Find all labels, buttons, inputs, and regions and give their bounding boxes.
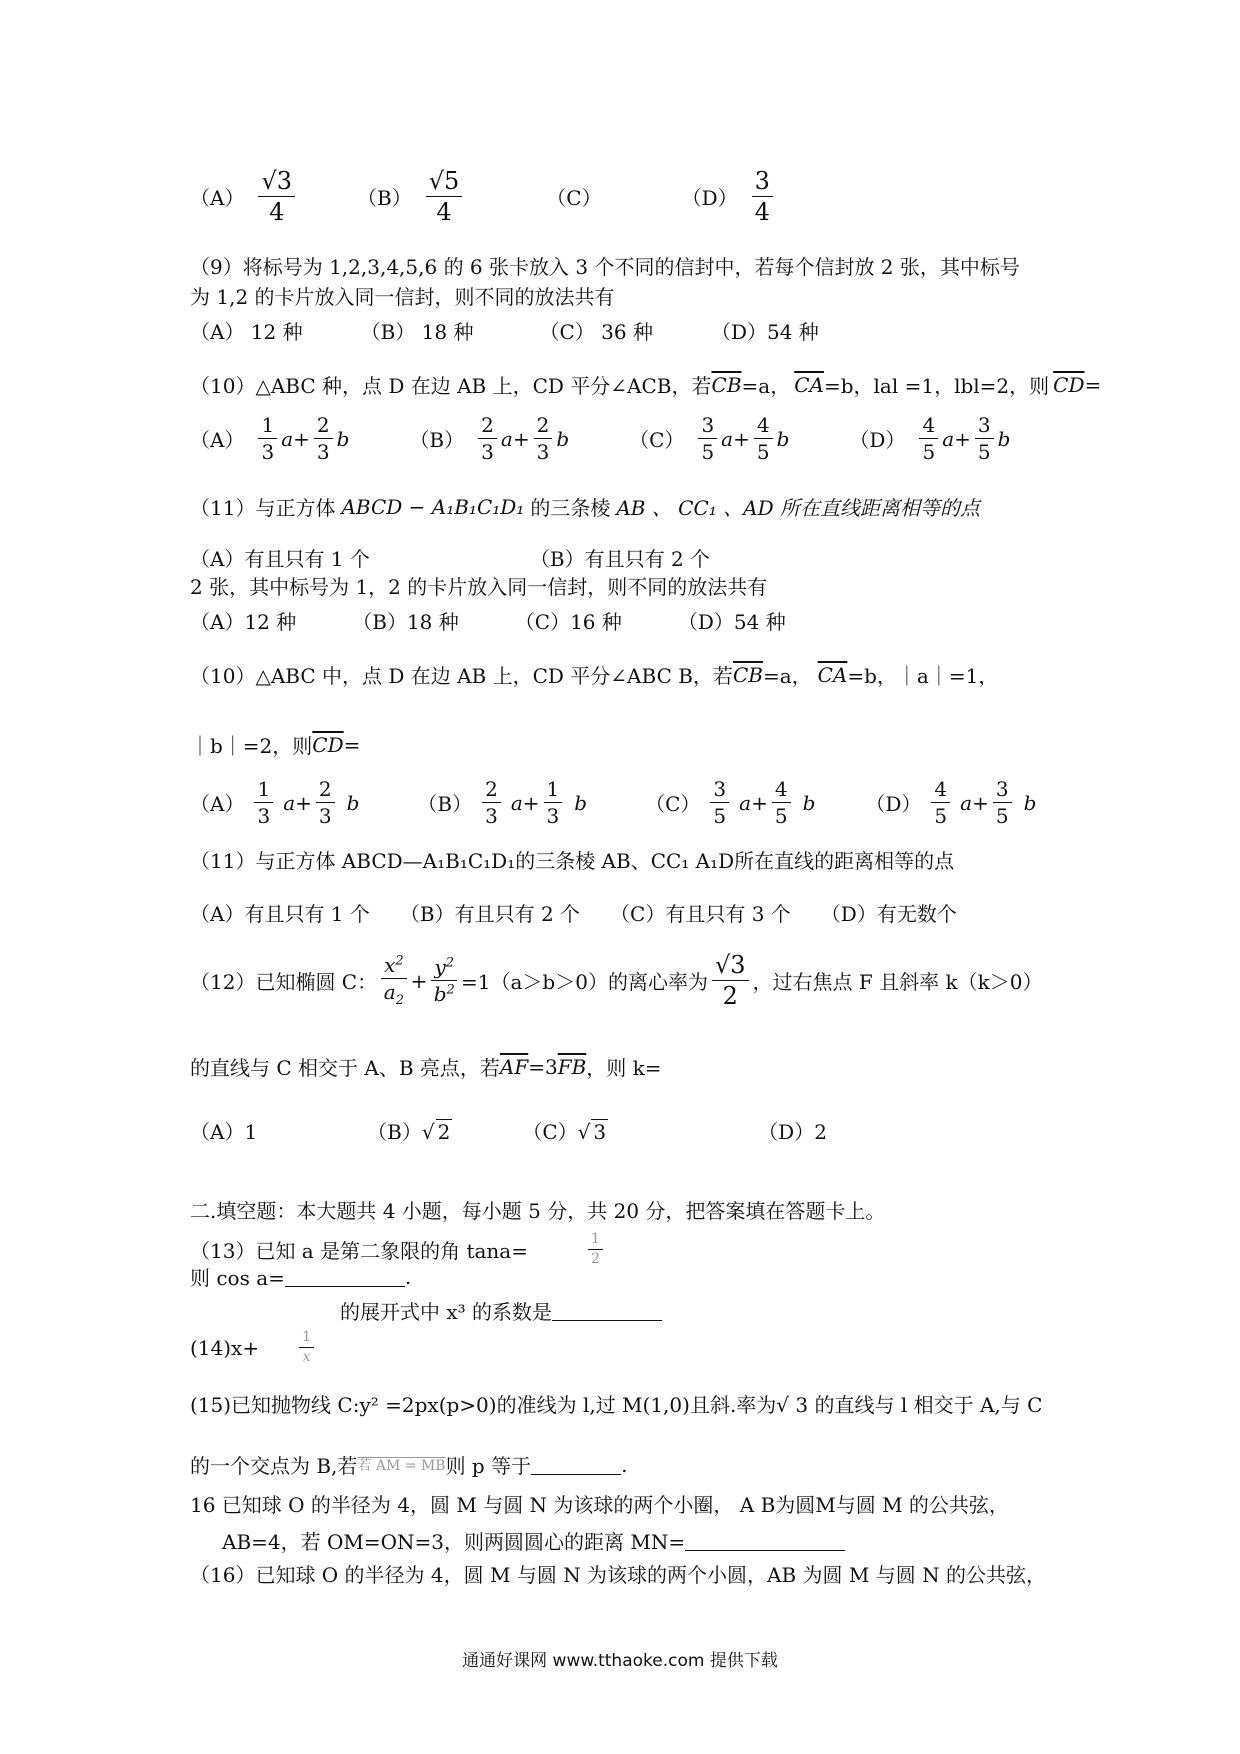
fraction-denominator: 5 (713, 804, 727, 828)
q9-option-a: （A） 12 种 (190, 320, 303, 344)
sqrt-value: 3 (593, 1120, 607, 1144)
var-a: a+ (960, 790, 989, 815)
fraction (431, 956, 457, 1005)
exponent: 2 (446, 982, 455, 998)
option-label: （C） (522, 1120, 578, 1144)
option-label: （B） (417, 792, 473, 816)
fraction-denominator: 4 (754, 198, 770, 227)
fraction-denominator: 3 (536, 440, 550, 464)
section2-heading: 二.填空题：本大题共 4 小题，每小题 5 分，共 20 分，把答案填在答题卡上。 (190, 1199, 886, 1223)
plus-sign: + (954, 426, 971, 451)
fraction-denominator (434, 981, 455, 1005)
vector-cd: $\overline{CD}$ (1053, 372, 1085, 397)
fraction-numerator: 2 (316, 778, 335, 803)
q16a-line1: 16 已知球 O 的半径为 4，圆 M 与圆 N 为该球的两个小圈， A B为圆M与圆 M 的公共弦， (190, 1493, 1009, 1517)
q15-text: 的一个交点为 B,若 (190, 1454, 358, 1478)
q10a-stem (190, 370, 1101, 399)
fraction-numerator: 3 (993, 778, 1012, 803)
fraction-denominator: 4 (436, 198, 452, 227)
prev-question-options (190, 168, 777, 226)
sqrt-value: 2 (437, 1120, 451, 1144)
q9-line1: （9）将标号为 1,2,3,4,5,6 的 6 张卡放入 3 个不同的信封中，若每个信封放 2 张，其中标号 (190, 255, 1020, 279)
repeat9-options (190, 606, 786, 635)
fraction-denominator: 4 (269, 198, 285, 227)
q12-option-d: （D）2 (758, 1120, 827, 1144)
q11b-options (190, 898, 957, 927)
vector-cd: $\overline{CD}$ (312, 732, 344, 757)
q12-text: （12）已知椭圆 C： (190, 970, 378, 995)
var-a: a (500, 426, 513, 451)
option-d (682, 168, 777, 226)
q9-option-d: （D）54 种 (710, 320, 819, 344)
q15-text: 则 p 等于 (445, 1454, 532, 1478)
fraction-denominator: 5 (922, 440, 936, 464)
fraction-numerator: 1 (588, 1232, 603, 1250)
repeat9-option-a: （A）12 种 (190, 610, 297, 634)
q12-option-a: （A）1 (190, 1120, 258, 1144)
fraction-numerator: 2 (314, 414, 333, 439)
q10b-option-a (190, 778, 359, 827)
q11a-option-b: （B）有且只有 2 个 (529, 547, 711, 571)
fraction-numerator: 1 (258, 414, 277, 439)
q11a-options (190, 543, 710, 572)
vector-af: $\overline{AF}$ (499, 1054, 529, 1079)
q12-option-c (522, 1116, 608, 1145)
fraction-numerator: 4 (931, 778, 950, 803)
exponent: 2 (445, 955, 455, 971)
fraction-denominator: 3 (261, 440, 275, 464)
q14-text: 的展开式中 x³ 的系数是 (340, 1300, 553, 1324)
q10b-option-c (645, 778, 815, 827)
fraction (698, 414, 717, 463)
q10a-text: = (1084, 372, 1102, 397)
option-label: （D） (681, 186, 738, 211)
fraction-numerator: 4 (772, 778, 791, 803)
option-label: （D） (865, 792, 922, 816)
q10a-option-a (190, 414, 349, 463)
fraction-denominator: 2 (722, 982, 738, 1011)
q10a-text: （10）△ABC 种，点 D 在边 AB 上，CD 平分∠ACB，若 (190, 374, 712, 398)
fraction (478, 414, 497, 463)
option-a (190, 168, 299, 226)
fraction-denominator (384, 979, 404, 1008)
q9-options (190, 316, 819, 345)
var-a: a+ (510, 790, 540, 815)
vector-fb: $\overline{FB}$ (557, 1054, 587, 1079)
q13-period: . (404, 1264, 412, 1289)
fraction (919, 414, 938, 463)
fraction (712, 952, 749, 1010)
fraction-numerator: 3 (710, 778, 729, 803)
fraction-denominator: 5 (995, 804, 1009, 828)
var-a: a (721, 426, 734, 451)
var-b: b (336, 426, 350, 451)
q12-text: 的直线与 C 相交于 A、B 亮点，若 (190, 1056, 500, 1080)
fraction-denominator: 3 (485, 804, 498, 828)
q16a-text: AB=4，若 OM=ON=3，则两圆圆心的距离 MN= (222, 1530, 686, 1554)
q12-text: =1（a＞b＞0）的离心率为 (461, 970, 708, 995)
fraction-numerator: 4 (919, 414, 938, 439)
sqrt-sign: √ (421, 1120, 435, 1144)
option-label: （D） (849, 428, 906, 452)
answer-blank (531, 1454, 621, 1475)
q12-text: =3 (528, 1054, 558, 1079)
faint-vector-equation: 若 AM = MB (357, 1457, 446, 1474)
fraction-numerator: 3 (752, 168, 773, 197)
fraction (993, 778, 1012, 827)
q12-text: ，过右焦点 F 且斜率 k（k＞0） (752, 970, 1043, 995)
q10a-option-d (849, 414, 1010, 463)
q11b-option-c: （C）有且只有 3 个 (610, 902, 791, 926)
plus-sign: + (293, 426, 310, 451)
fraction (258, 414, 277, 463)
q14-line2 (190, 1330, 318, 1366)
q13-line2 (190, 1262, 411, 1291)
faint-fraction (299, 1330, 314, 1366)
var-a: a+ (283, 790, 312, 815)
fraction-numerator: 1 (544, 778, 563, 803)
var-a: a (383, 979, 396, 1004)
answer-blank (552, 1300, 662, 1321)
option-label: （A） (190, 186, 245, 211)
subscript: 2 (395, 992, 404, 1008)
fraction-denominator: 5 (934, 804, 948, 828)
fraction (258, 168, 295, 226)
plus-sign: + (512, 426, 530, 451)
fraction-numerator: 2 (482, 778, 501, 803)
q13-text: 则 cos a= (190, 1266, 285, 1290)
fraction-numerator: √3 (712, 952, 749, 981)
option-label: （C） (645, 792, 701, 816)
q11b-stem: （11）与正方体 ABCD—A₁B₁C₁D₁的三条棱 AB、CC₁ A₁D所在直线的距离相等的点 (190, 849, 955, 873)
fraction-numerator: 1 (299, 1330, 314, 1348)
fraction (544, 778, 563, 827)
fraction-numerator: 2 (478, 414, 497, 439)
fraction-numerator: 4 (754, 414, 773, 439)
q10a-option-b (409, 414, 569, 463)
q11a-text: 的三条棱 (530, 496, 611, 520)
q15-line2 (190, 1450, 627, 1479)
var-b: b (776, 426, 790, 451)
cube-name: ABCD − A₁B₁C₁D₁ (341, 494, 525, 519)
var-b: b (556, 426, 570, 451)
fraction-denominator: 5 (774, 804, 788, 828)
q9-option-c: （C） 36 种 (539, 320, 653, 344)
fraction-numerator: √5 (426, 168, 463, 197)
q10a-text: =a， (741, 374, 791, 398)
fraction (710, 778, 729, 827)
fraction-numerator (381, 954, 407, 979)
fraction-denominator: 3 (481, 440, 494, 464)
q9-line2: 为 1,2 的卡片放入同一信封，则不同的放法共有 (190, 285, 615, 309)
option-label: （B） (409, 428, 465, 452)
q10a-text: =b，lal =1，lbl=2，则 (823, 374, 1050, 398)
q10b-options (190, 778, 1036, 827)
q10b-line2 (190, 730, 360, 759)
var-b: b (802, 790, 816, 815)
q15-line1: (15)已知抛物线 C:y² =2px(p>0)的准线为 l,过 M(1,0)且斜.率为√ 3 的直线与 l 相交于 A,与 C (190, 1393, 1043, 1417)
q10b-text: =a， (762, 664, 812, 688)
q12-text: ，则 k= (586, 1056, 662, 1080)
var-a: a (942, 426, 955, 451)
var-a: a+ (739, 790, 768, 815)
fraction-numerator: 1 (254, 778, 273, 803)
vector-ca: $\overline{CA}$ (794, 372, 824, 397)
option-label: （B） (357, 186, 412, 211)
var-a: a (281, 426, 294, 451)
repeat9-line1: 2 张，其中标号为 1，2 的卡片放入同一信封，则不同的放法共有 (190, 575, 768, 599)
fraction-numerator: √3 (258, 168, 295, 197)
var-b: b (997, 426, 1011, 451)
fraction-denominator: 5 (977, 440, 991, 464)
q10b-text: （10）△ABC 中，点 D 在边 AB 上，CD 平分∠ABC B，若 (190, 664, 733, 688)
option-label: （B） (367, 1120, 422, 1144)
vector-cb: $\overline{CB}$ (732, 662, 763, 687)
q15-period: . (621, 1452, 628, 1477)
q10a-options (190, 414, 1010, 463)
sqrt-sign: √ (577, 1120, 591, 1144)
q11a-stem (190, 492, 980, 521)
fraction-denominator: 5 (756, 440, 770, 464)
q11a-edges: AB 、 CC₁ 、AD 所在直线距离相等的点 (616, 496, 980, 520)
q11b-option-a: （A）有且只有 1 个 (190, 902, 370, 926)
q12-option-b (367, 1116, 452, 1145)
fraction-denominator: 5 (701, 440, 715, 464)
option-c (546, 182, 601, 211)
fraction (254, 778, 273, 827)
fraction-numerator (431, 956, 457, 981)
q12-line2 (190, 1052, 662, 1081)
fraction-denominator: x (302, 1349, 311, 1366)
answer-blank (685, 1530, 845, 1551)
q10a-option-c (629, 414, 789, 463)
option-label: （C） (629, 428, 685, 452)
fraction (482, 778, 501, 827)
q16b-line1: （16）已知球 O 的半径为 4，圆 M 与圆 N 为该球的两个小圆，AB 为圆 M 与圆 N 的公共弦， (190, 1563, 1046, 1587)
plus-sign: + (733, 426, 750, 451)
repeat9-option-d: （D）54 种 (677, 610, 786, 634)
faint-fraction (588, 1232, 603, 1268)
q11b-option-b: （B）有且只有 2 个 (399, 902, 581, 926)
fraction-numerator: 2 (534, 414, 553, 439)
fraction-denominator: 2 (590, 1251, 600, 1268)
q10b-text: =b，｜a｜=1， (847, 664, 999, 688)
option-label: （C） (546, 186, 602, 211)
page-footer: 通通好课网 www.tthaoke.com 提供下载 (462, 1651, 778, 1671)
q13-text: （13）已知 a 是第二象限的角 tana= (190, 1239, 528, 1264)
option-label: （A） (190, 792, 245, 816)
option-b (357, 168, 466, 226)
q14-text: (14)x+ (190, 1335, 260, 1360)
fraction (426, 168, 463, 226)
var-b: b (574, 790, 588, 815)
fraction (314, 414, 333, 463)
q10b-option-d (865, 778, 1036, 827)
exponent: 2 (395, 953, 404, 969)
fraction-numerator: 3 (698, 414, 717, 439)
q11a-option-a: （A）有且只有 1 个 (190, 547, 370, 571)
fraction-denominator: 3 (318, 804, 332, 828)
var-b: b (346, 790, 360, 815)
q10b-text: = (343, 732, 361, 757)
vector-cb: $\overline{CB}$ (711, 372, 742, 397)
plus-sign: + (410, 968, 428, 993)
fraction-denominator: 3 (546, 804, 560, 828)
fraction (772, 778, 791, 827)
fraction-denominator: 3 (257, 804, 271, 828)
repeat9-option-b: （B）18 种 (352, 610, 459, 634)
q14-line1 (340, 1296, 662, 1325)
q11a-text: （11）与正方体 (190, 496, 336, 520)
answer-blank (285, 1266, 405, 1287)
q10b-option-b (417, 778, 587, 827)
fraction-denominator: 3 (316, 440, 330, 464)
vector-ca: $\overline{CA}$ (817, 662, 848, 687)
q12-options (190, 1116, 827, 1145)
fraction (975, 414, 994, 463)
q9-option-b: （B） 18 种 (360, 320, 474, 344)
fraction (316, 778, 335, 827)
fraction (931, 778, 950, 827)
q16a-line2 (222, 1526, 845, 1555)
q11b-option-d: （D）有无数个 (820, 902, 957, 926)
repeat9-option-c: （C）16 种 (514, 610, 622, 634)
option-label: （A） (190, 428, 245, 452)
fraction (752, 168, 773, 226)
var-b: b (433, 982, 447, 1007)
var-x: x (384, 952, 396, 977)
fraction (754, 414, 773, 463)
q10b-text: ｜b｜=2，则 (190, 734, 313, 758)
fraction (381, 954, 407, 1008)
q10b-line1 (190, 660, 998, 689)
fraction (534, 414, 553, 463)
var-y: y (434, 955, 446, 980)
fraction-numerator: 3 (975, 414, 994, 439)
q12-stem (190, 952, 1042, 1010)
var-b: b (1023, 790, 1037, 815)
